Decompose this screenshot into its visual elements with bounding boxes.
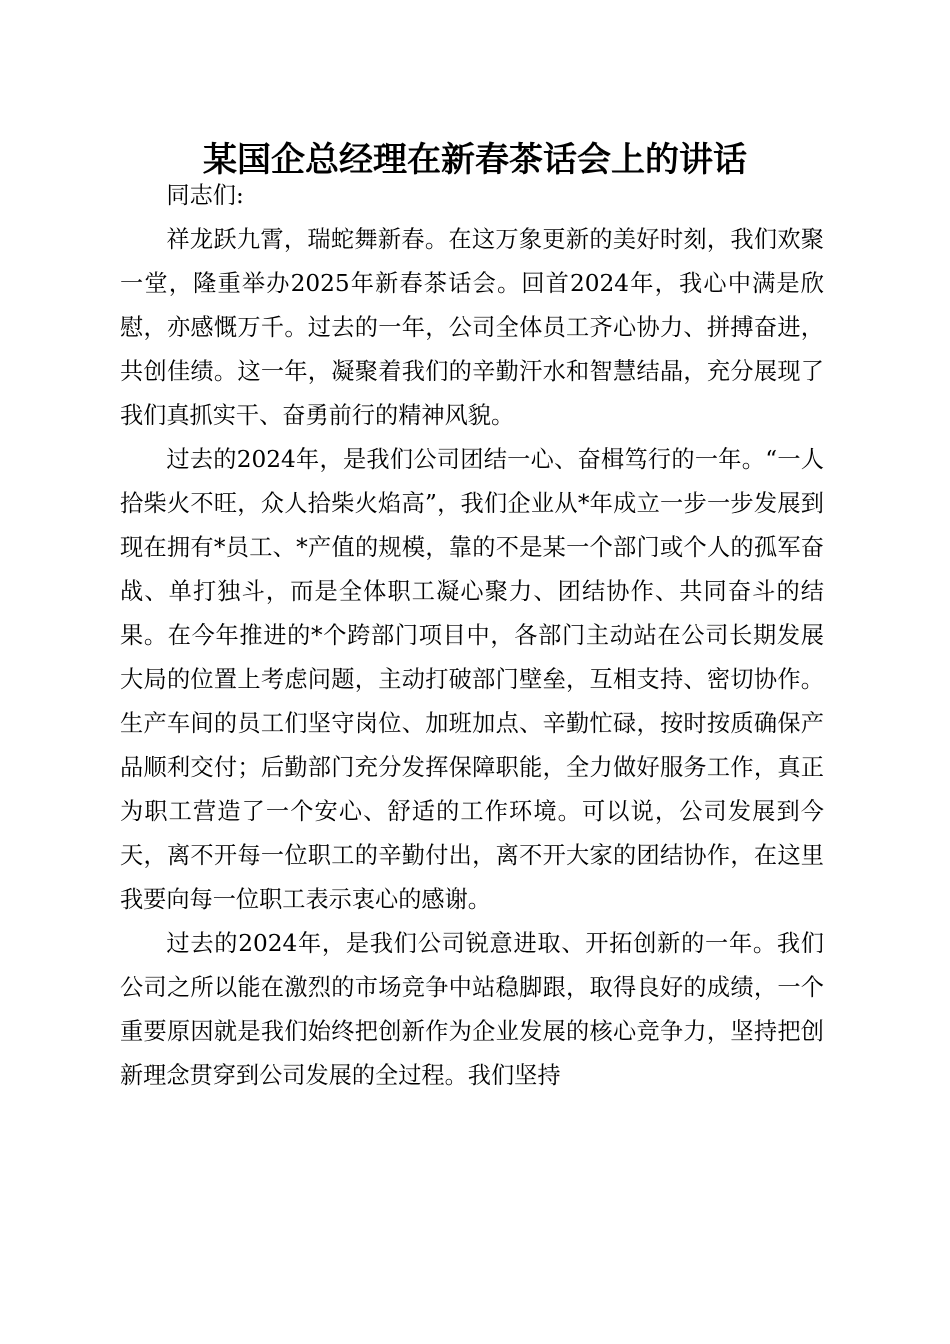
paragraph-2: 过去的2024年，是我们公司团结一心、奋楫笃行的一年。“一人拾柴火不旺，众人拾柴火焰高”，我们企业从*年成立一步一步发展到现在拥有*员工、*产值的规模，靠的不是某一个部门或个人的孤军奋战、单打独斗，而是全体职工凝心聚力、团结协作、共同奋斗的结果。在今年推进的*个跨部门项目中，各部门主动站在公司长期发展大局的位置上考虑问题，主动打破部门壁垒，互相支持、密切协作。生产车间的员工们坚守岗位、加班加点、辛勤忙碌，按时按质确保产品顺利交付；后勤部门充分发挥保障职能，全力做好服务工作，真正为职工营造了一个安心、舒适的工作环境。可以说，公司发展到今天，离不开每一位职工的辛勤付出，离不开大家的团结协作，在这里我要向每一位职工表示衷心的感谢。 [120, 446, 824, 913]
paragraph-3: 过去的2024年，是我们公司锐意进取、开拓创新的一年。我们公司之所以能在激烈的市场竞争中站稳脚跟，取得良好的成绩，一个重要原因就是我们始终把创新作为企业发展的核心竞争力，坚持把创新理念贯穿到公司发展的全过程。我们坚持 [120, 930, 824, 1089]
document-body [120, 174, 824, 1098]
salutation: 同志们: [166, 182, 244, 209]
paragraph-1: 祥龙跃九霄，瑞蛇舞新春。在这万象更新的美好时刻，我们欢聚一堂，隆重举办2025年新春茶话会。回首2024年，我心中满是欣慰，亦感慨万千。过去的一年，公司全体员工齐心协力、拼搏奋进，共创佳绩。这一年，凝聚着我们的辛勤汗水和智慧结晶，充分展现了我们真抓实干、奋勇前行的精神风貌。 [120, 226, 824, 429]
document-title: 某国企总经理在新春茶话会上的讲话 [203, 140, 747, 180]
